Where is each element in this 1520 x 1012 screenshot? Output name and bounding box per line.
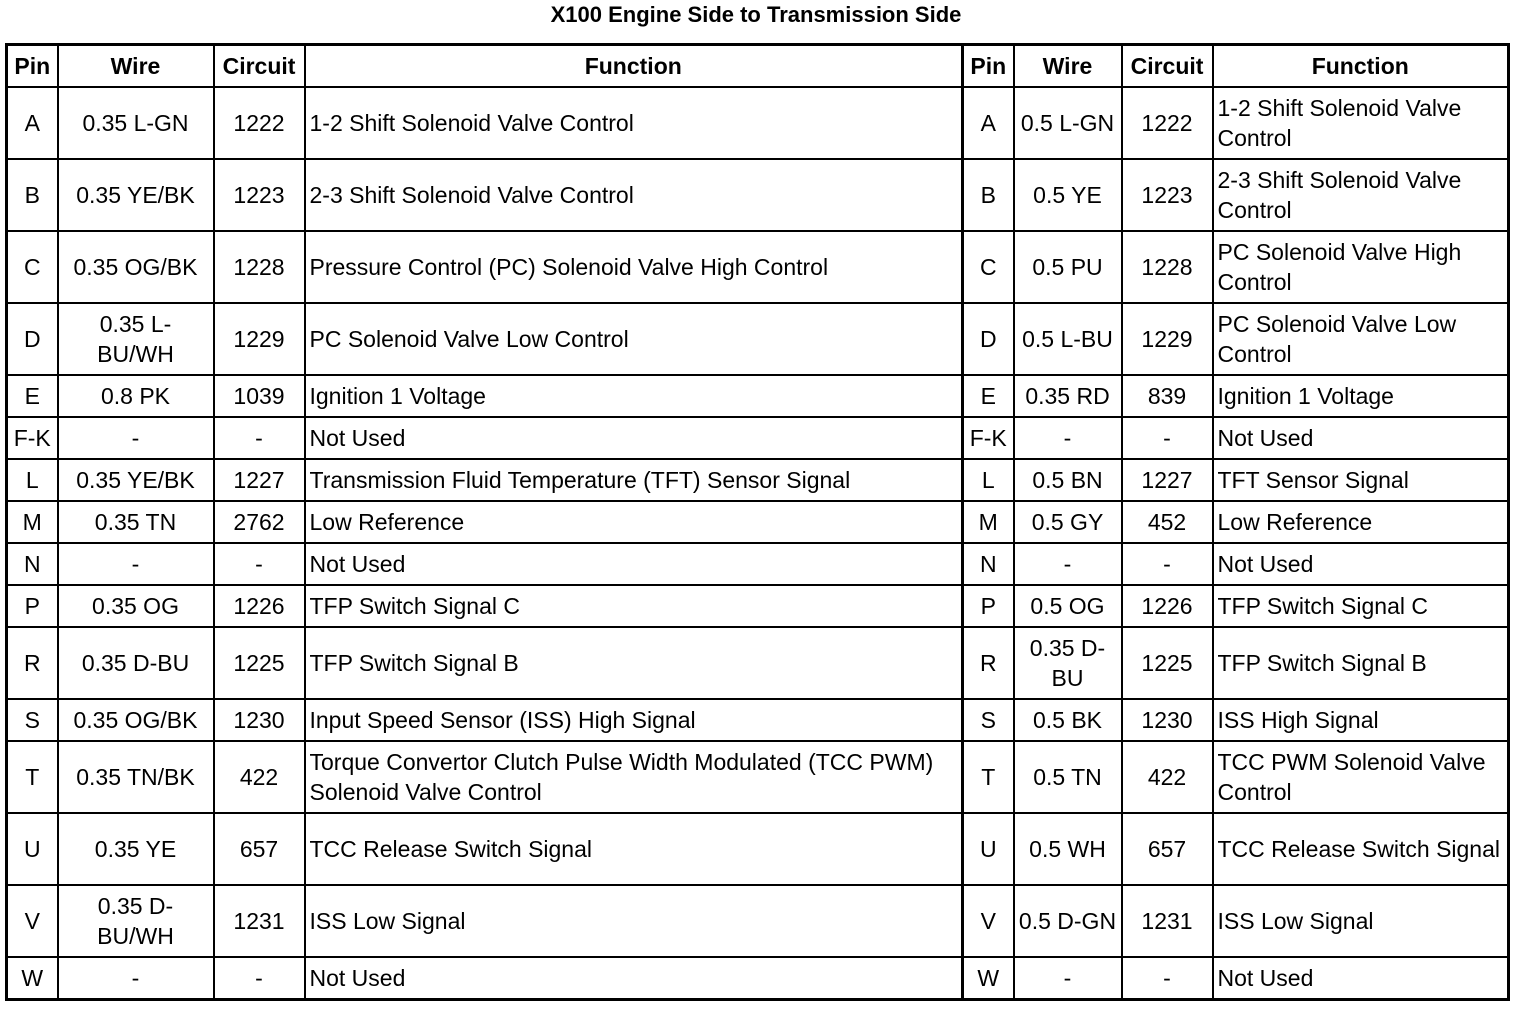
cell-pin-engine: M [7, 501, 58, 543]
cell-circuit-transmission: 1223 [1122, 159, 1213, 231]
table-row [7, 417, 1509, 459]
cell-wire-engine: 0.35 L-GN [58, 87, 214, 159]
cell-function-transmission: 1-2 Shift Solenoid Valve Control [1213, 87, 1509, 159]
header-circuit-engine: Circuit [214, 45, 305, 88]
cell-function-engine: Pressure Control (PC) Solenoid Valve High Control [305, 231, 963, 303]
cell-wire-engine: 0.8 PK [58, 375, 214, 417]
cell-circuit-engine: 1229 [214, 303, 305, 375]
cell-function-transmission: Not Used [1213, 543, 1509, 585]
table-row [7, 585, 1509, 627]
cell-wire-transmission: 0.5 L-GN [1014, 87, 1122, 159]
table-row [7, 87, 1509, 159]
table-row [7, 885, 1509, 957]
cell-circuit-transmission: 1225 [1122, 627, 1213, 699]
cell-wire-engine: 0.35 OG [58, 585, 214, 627]
cell-circuit-transmission: 657 [1122, 813, 1213, 885]
cell-function-engine: TCC Release Switch Signal [305, 813, 963, 885]
cell-pin-engine: B [7, 159, 58, 231]
cell-pin-transmission: E [963, 375, 1014, 417]
cell-pin-transmission: D [963, 303, 1014, 375]
cell-pin-transmission: P [963, 585, 1014, 627]
cell-wire-transmission: 0.5 TN [1014, 741, 1122, 813]
cell-pin-transmission: C [963, 231, 1014, 303]
header-circuit-transmission: Circuit [1122, 45, 1213, 88]
cell-wire-engine: - [58, 957, 214, 1000]
cell-circuit-transmission: 1226 [1122, 585, 1213, 627]
cell-wire-engine: 0.35 OG/BK [58, 231, 214, 303]
cell-circuit-transmission: 422 [1122, 741, 1213, 813]
table-row [7, 741, 1509, 813]
table-row [7, 375, 1509, 417]
cell-circuit-transmission: 1231 [1122, 885, 1213, 957]
cell-circuit-transmission: 1228 [1122, 231, 1213, 303]
cell-circuit-transmission: - [1122, 957, 1213, 1000]
cell-function-transmission: TFP Switch Signal B [1213, 627, 1509, 699]
cell-wire-engine: 0.35 YE/BK [58, 159, 214, 231]
cell-circuit-engine: - [214, 957, 305, 1000]
cell-function-engine: 2-3 Shift Solenoid Valve Control [305, 159, 963, 231]
cell-pin-transmission: U [963, 813, 1014, 885]
cell-circuit-transmission: 1227 [1122, 459, 1213, 501]
cell-function-engine: 1-2 Shift Solenoid Valve Control [305, 87, 963, 159]
table-body [7, 87, 1509, 1000]
header-wire-engine: Wire [58, 45, 214, 88]
cell-pin-engine: E [7, 375, 58, 417]
cell-pin-engine: W [7, 957, 58, 1000]
header-function-engine: Function [305, 45, 963, 88]
cell-pin-transmission: T [963, 741, 1014, 813]
cell-pin-transmission: F-K [963, 417, 1014, 459]
cell-wire-transmission: 0.35 RD [1014, 375, 1122, 417]
cell-pin-transmission: A [963, 87, 1014, 159]
cell-pin-transmission: N [963, 543, 1014, 585]
cell-wire-transmission: - [1014, 957, 1122, 1000]
cell-pin-transmission: L [963, 459, 1014, 501]
cell-wire-engine: 0.35 D-BU/WH [58, 885, 214, 957]
cell-wire-engine: 0.35 YE [58, 813, 214, 885]
cell-circuit-transmission: 839 [1122, 375, 1213, 417]
cell-pin-engine: A [7, 87, 58, 159]
cell-function-engine: Input Speed Sensor (ISS) High Signal [305, 699, 963, 741]
cell-pin-transmission: B [963, 159, 1014, 231]
header-row [7, 45, 1509, 88]
cell-circuit-transmission: 1222 [1122, 87, 1213, 159]
cell-function-transmission: Low Reference [1213, 501, 1509, 543]
cell-circuit-engine: 1222 [214, 87, 305, 159]
cell-circuit-transmission: 1230 [1122, 699, 1213, 741]
cell-circuit-engine: 1230 [214, 699, 305, 741]
cell-function-engine: Not Used [305, 543, 963, 585]
cell-pin-transmission: R [963, 627, 1014, 699]
cell-pin-engine: U [7, 813, 58, 885]
cell-wire-transmission: 0.5 BN [1014, 459, 1122, 501]
cell-circuit-engine: 1228 [214, 231, 305, 303]
cell-function-transmission: TFT Sensor Signal [1213, 459, 1509, 501]
cell-wire-engine: 0.35 OG/BK [58, 699, 214, 741]
cell-wire-engine: - [58, 417, 214, 459]
table-row [7, 159, 1509, 231]
table-row [7, 303, 1509, 375]
cell-wire-transmission: 0.5 YE [1014, 159, 1122, 231]
pinout-table [5, 43, 1510, 1001]
cell-function-transmission: ISS Low Signal [1213, 885, 1509, 957]
cell-function-transmission: TFP Switch Signal C [1213, 585, 1509, 627]
cell-function-transmission: Ignition 1 Voltage [1213, 375, 1509, 417]
cell-function-transmission: Not Used [1213, 417, 1509, 459]
cell-circuit-transmission: 452 [1122, 501, 1213, 543]
cell-function-engine: Torque Convertor Clutch Pulse Width Modulated (TCC PWM) Solenoid Valve Control [305, 741, 963, 813]
cell-wire-transmission: 0.5 BK [1014, 699, 1122, 741]
cell-circuit-engine: 422 [214, 741, 305, 813]
cell-function-engine: TFP Switch Signal C [305, 585, 963, 627]
table-row [7, 459, 1509, 501]
cell-circuit-transmission: 1229 [1122, 303, 1213, 375]
cell-pin-transmission: M [963, 501, 1014, 543]
cell-function-engine: Transmission Fluid Temperature (TFT) Sensor Signal [305, 459, 963, 501]
cell-function-engine: Not Used [305, 957, 963, 1000]
cell-wire-transmission: 0.5 D-GN [1014, 885, 1122, 957]
cell-wire-engine: 0.35 TN [58, 501, 214, 543]
cell-pin-engine: R [7, 627, 58, 699]
header-pin-engine: Pin [7, 45, 58, 88]
table-row [7, 231, 1509, 303]
cell-pin-engine: V [7, 885, 58, 957]
cell-wire-transmission: 0.5 PU [1014, 231, 1122, 303]
cell-circuit-engine: - [214, 417, 305, 459]
cell-pin-engine: C [7, 231, 58, 303]
cell-wire-transmission: 0.5 GY [1014, 501, 1122, 543]
cell-wire-engine: 0.35 D-BU [58, 627, 214, 699]
cell-circuit-transmission: - [1122, 543, 1213, 585]
cell-circuit-engine: 1223 [214, 159, 305, 231]
cell-pin-transmission: W [963, 957, 1014, 1000]
cell-wire-transmission: 0.5 L-BU [1014, 303, 1122, 375]
cell-function-engine: Low Reference [305, 501, 963, 543]
cell-circuit-engine: 657 [214, 813, 305, 885]
table-row [7, 501, 1509, 543]
table-row [7, 957, 1509, 1000]
cell-wire-transmission: 0.5 OG [1014, 585, 1122, 627]
cell-function-transmission: ISS High Signal [1213, 699, 1509, 741]
cell-circuit-engine: 1039 [214, 375, 305, 417]
cell-circuit-engine: 1225 [214, 627, 305, 699]
cell-function-transmission: 2-3 Shift Solenoid Valve Control [1213, 159, 1509, 231]
cell-pin-engine: L [7, 459, 58, 501]
cell-wire-transmission: - [1014, 417, 1122, 459]
cell-wire-transmission: 0.5 WH [1014, 813, 1122, 885]
cell-function-engine: Not Used [305, 417, 963, 459]
cell-circuit-engine: 1231 [214, 885, 305, 957]
cell-pin-engine: N [7, 543, 58, 585]
cell-pin-engine: F-K [7, 417, 58, 459]
cell-function-transmission: TCC PWM Solenoid Valve Control [1213, 741, 1509, 813]
cell-function-engine: TFP Switch Signal B [305, 627, 963, 699]
cell-function-engine: PC Solenoid Valve Low Control [305, 303, 963, 375]
cell-function-transmission: PC Solenoid Valve High Control [1213, 231, 1509, 303]
cell-wire-engine: 0.35 L-BU/WH [58, 303, 214, 375]
table-row [7, 627, 1509, 699]
cell-function-transmission: TCC Release Switch Signal [1213, 813, 1509, 885]
cell-function-transmission: Not Used [1213, 957, 1509, 1000]
cell-circuit-engine: - [214, 543, 305, 585]
cell-wire-engine: - [58, 543, 214, 585]
cell-wire-transmission: - [1014, 543, 1122, 585]
cell-wire-transmission: 0.35 D-BU [1014, 627, 1122, 699]
cell-pin-transmission: V [963, 885, 1014, 957]
header-function-transmission: Function [1213, 45, 1509, 88]
cell-wire-engine: 0.35 YE/BK [58, 459, 214, 501]
header-pin-transmission: Pin [963, 45, 1014, 88]
header-wire-transmission: Wire [1014, 45, 1122, 88]
cell-pin-engine: D [7, 303, 58, 375]
cell-function-transmission: PC Solenoid Valve Low Control [1213, 303, 1509, 375]
table-row [7, 699, 1509, 741]
table-row [7, 543, 1509, 585]
cell-wire-engine: 0.35 TN/BK [58, 741, 214, 813]
cell-function-engine: ISS Low Signal [305, 885, 963, 957]
cell-circuit-engine: 1226 [214, 585, 305, 627]
cell-pin-engine: P [7, 585, 58, 627]
cell-circuit-transmission: - [1122, 417, 1213, 459]
cell-pin-engine: S [7, 699, 58, 741]
table-row [7, 813, 1509, 885]
cell-pin-engine: T [7, 741, 58, 813]
page-title: X100 Engine Side to Transmission Side [550, 2, 962, 27]
cell-circuit-engine: 2762 [214, 501, 305, 543]
cell-pin-transmission: S [963, 699, 1014, 741]
cell-circuit-engine: 1227 [214, 459, 305, 501]
cell-function-engine: Ignition 1 Voltage [305, 375, 963, 417]
